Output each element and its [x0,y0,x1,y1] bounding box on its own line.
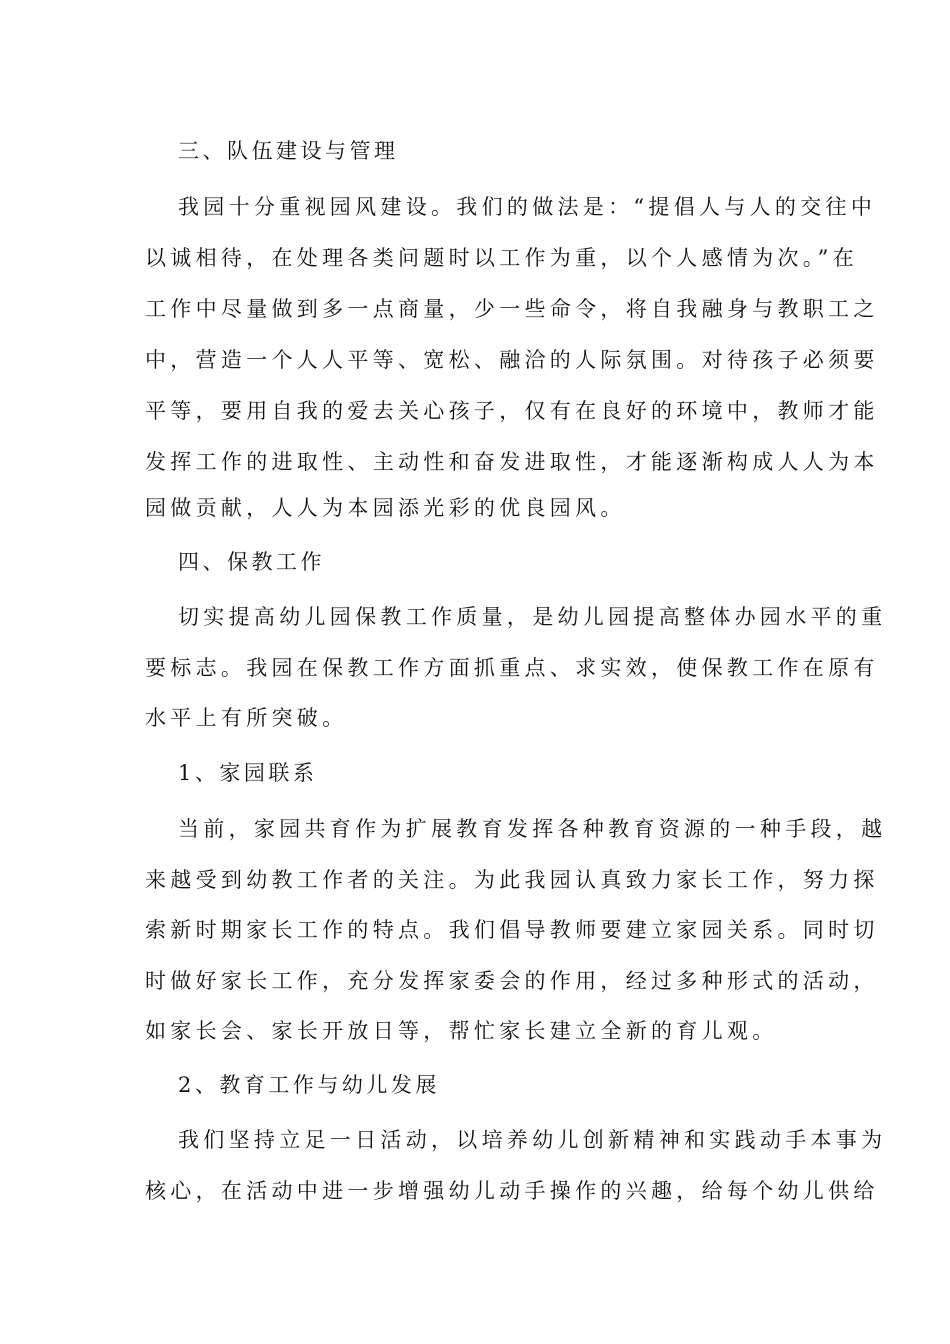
paragraph-line: 时做好家长工作，充分发挥家委会的作用，经过多种形式的活动， [145,969,879,993]
paragraph-line: 当前，家园共育作为扩展教育发挥各种教育资源的一种手段，越 [178,817,887,841]
paragraph-line: 如家长会、家长开放日等，帮忙家长建立全新的育儿观。 [145,1019,778,1043]
paragraph-line: 索新时期家长工作的特点。我们倡导教师要建立家园关系。同时切 [145,918,879,942]
subsection-heading-education-development: 2、教育工作与幼儿发展 [178,1073,440,1097]
paragraph-line: 工作中尽量做到多一点商量，少一些命令，将自我融身与教职工之 [145,297,879,321]
paragraph-line: 我们坚持立足一日活动，以培养幼儿创新精神和实践动手本事为 [178,1128,887,1152]
paragraph-line: 水平上有所突破。 [145,706,348,730]
paragraph-line: 我园十分重视园风建设。我们的做法是：“提倡人与人的交往中 [178,195,877,219]
section-heading-team-building: 三、队伍建设与管理 [178,139,399,163]
paragraph-line: 平等，要用自我的爱去关心孩子，仅有在良好的环境中，教师才能 [145,399,879,423]
paragraph-line: 来越受到幼教工作者的关注。为此我园认真致力家长工作，努力探 [145,868,879,892]
paragraph-line: 切实提高幼儿园保教工作质量，是幼儿园提高整体办园水平的重 [178,605,887,629]
subsection-heading-home-school: 1、家园联系 [178,761,318,785]
paragraph-line: 以诚相待，在处理各类问题时以工作为重，以个人感情为次。”在 [145,246,858,270]
paragraph-line: 园做贡献，人人为本园添光彩的优良园风。 [145,496,626,520]
section-heading-care-education: 四、保教工作 [178,550,325,574]
paragraph-line: 核心，在活动中进一步增强幼儿动手操作的兴趣，给每个幼儿供给 [145,1179,879,1203]
paragraph-line: 要标志。我园在保教工作方面抓重点、求实效，使保教工作在原有 [145,656,879,680]
paragraph-line: 发挥工作的进取性、主动性和奋发进取性，才能逐渐构成人人为本 [145,450,879,474]
paragraph-line: 中，营造一个人人平等、宽松、融洽的人际氛围。对待孩子必须要 [145,348,879,372]
